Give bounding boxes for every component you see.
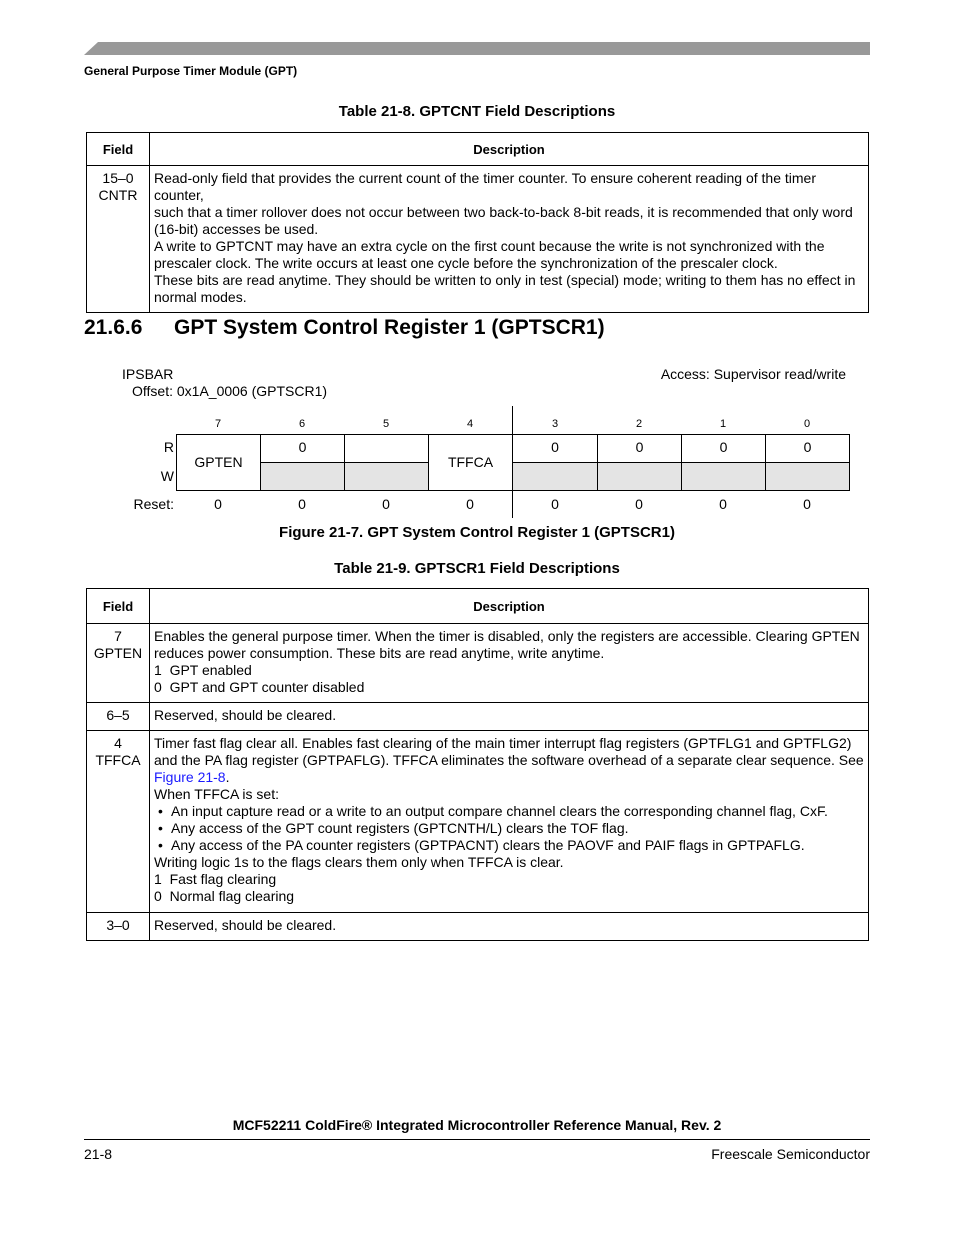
description-line: normal modes. [154, 289, 247, 305]
description-line: Writing logic 1s to the flags clears them only when TFFCA is clear. [154, 854, 564, 870]
value-option: 0 Normal flag clearing [154, 888, 295, 904]
bit-number: 7 [214, 418, 222, 430]
table-row [87, 624, 869, 703]
table-row [87, 731, 869, 913]
table-row [87, 913, 869, 941]
reset-value: 0 [466, 496, 474, 512]
description-line: Read-only field that provides the current count of the timer counter. To ensure coherent reading of the timer counter, [154, 170, 817, 203]
bit2-write-cell [597, 462, 682, 491]
table-caption: Table 21-8. GPTCNT Field Descriptions [338, 103, 616, 120]
bit-number: 2 [635, 418, 643, 430]
bit-number: 4 [466, 418, 474, 430]
bit6-read-cell: 0 [260, 434, 345, 463]
reset-value: 0 [803, 496, 811, 512]
section-number: 21.6.6 [84, 316, 143, 339]
column-header-description: Description [150, 589, 869, 624]
reset-value: 0 [719, 496, 727, 512]
bit-number: 0 [803, 418, 811, 430]
bit2-read-cell: 0 [597, 434, 682, 463]
column-header-field: Field [87, 589, 150, 624]
header-bar [84, 42, 870, 55]
bit1-read-cell: 0 [681, 434, 766, 463]
gptscr1-field-table [86, 588, 869, 941]
description-line: Timer fast flag clear all. Enables fast clearing of the main timer interrupt flag registers (GPTFLG1 and GPTFLG2) [154, 735, 852, 751]
chapter-title: General Purpose Timer Module (GPT) [84, 64, 298, 78]
bullet-item: • An input capture read or a write to an output compare channel clears the corresponding channel flag, CxF. [154, 803, 864, 820]
description-line: Reserved, should be cleared. [154, 917, 337, 933]
field-bits: 15–0 [102, 170, 134, 186]
bit-number: 1 [719, 418, 727, 430]
bit5-read-cell [344, 434, 429, 463]
bit1-write-cell [681, 462, 766, 491]
description-line: such that a timer rollover does not occur between two back-to-back 8-bit reads, it is recommended that only word [154, 204, 853, 220]
reset-value: 0 [551, 496, 559, 512]
table-row [87, 166, 869, 313]
page-number: 21-8 [84, 1146, 113, 1162]
field-bits: 6–5 [106, 707, 130, 723]
column-header-field: Field [87, 133, 150, 166]
bullet-item: • Any access of the PA counter registers (GPTPACNT) clears the PAOVF and PAIF flags in GPTPAFLG. [154, 837, 864, 854]
bit3-write-cell [512, 462, 598, 491]
section-title: GPT System Control Register 1 (GPTSCR1) [174, 316, 605, 339]
tffca-bit-cell: TFFCA [428, 434, 513, 491]
register-access: Access: Supervisor read/write [660, 366, 846, 382]
bit5-write-cell [344, 462, 429, 491]
section-heading [84, 316, 605, 340]
register-offset: Offset: 0x1A_0006 (GPTSCR1) [132, 383, 328, 399]
description-line: When TFFCA is set: [154, 786, 279, 802]
bit-number: 5 [382, 418, 390, 430]
reset-value: 0 [635, 496, 643, 512]
reset-value: 0 [214, 496, 222, 512]
description-line: prescaler clock. The write occurs at least one cycle before the synchronization of the prescaler clock. [154, 255, 778, 271]
bit6-write-cell [260, 462, 345, 491]
description-line [154, 769, 864, 786]
description-line: These bits are read anytime. They should be written to only in test (special) mode; writing to them has no effect in [154, 272, 856, 288]
field-bits: 3–0 [106, 917, 130, 933]
reset-value: 0 [382, 496, 390, 512]
description-line: Enables the general purpose timer. When the timer is disabled, only the registers are accessible. Clearing GPTEN [154, 628, 860, 644]
register-base: IPSBAR [122, 366, 174, 382]
reset-label: Reset: [133, 496, 174, 512]
table-row [87, 703, 869, 731]
field-bits: 4 [114, 735, 122, 751]
field-name: CNTR [98, 187, 138, 203]
footer-company: Freescale Semiconductor [711, 1146, 870, 1162]
write-label: W [160, 468, 174, 484]
gptcnt-field-table [86, 132, 869, 313]
value-option: 1 Fast flag clearing [154, 871, 277, 887]
description-line: and the PA flag register (GPTPAFLG). TFFCA eliminates the software overhead of a separate clear sequence. See [154, 752, 864, 768]
value-option: 1 GPT enabled [154, 662, 252, 678]
table-caption: Table 21-9. GPTSCR1 Field Descriptions [334, 560, 620, 577]
field-bits: 7 [114, 628, 122, 644]
bullet-item: • Any access of the GPT count registers (GPTCNTH/L) clears the TOF flag. [154, 820, 864, 837]
reset-value: 0 [298, 496, 306, 512]
bit0-read-cell: 0 [765, 434, 850, 463]
footer-title: MCF52211 ColdFire® Integrated Microcontroller Reference Manual, Rev. 2 [232, 1117, 722, 1133]
description-line: reduces power consumption. These bits are read anytime, write anytime. [154, 645, 605, 661]
period-text: . [225, 769, 230, 785]
figure-caption: Figure 21-7. GPT System Control Register 1 (GPTSCR1) [279, 524, 675, 541]
column-header-description: Description [150, 133, 869, 166]
bit-number: 6 [298, 418, 306, 430]
field-name: TFFCA [95, 752, 141, 768]
read-label: R [163, 439, 174, 455]
bit3-read-cell: 0 [512, 434, 598, 463]
gpten-bit-cell: GPTEN [176, 434, 261, 491]
description-line: Reserved, should be cleared. [154, 707, 337, 723]
bit0-write-cell [765, 462, 850, 491]
value-option: 0 GPT and GPT counter disabled [154, 679, 365, 695]
description-line: A write to GPTCNT may have an extra cycle on the first count because the write is not synchronized with the [154, 238, 825, 254]
field-name: GPTEN [93, 645, 143, 661]
figure-link[interactable]: Figure 21-8 [154, 769, 226, 785]
footer-rule [84, 1139, 870, 1140]
description-line: (16-bit) accesses be used. [154, 221, 319, 237]
bit-number: 3 [551, 418, 559, 430]
